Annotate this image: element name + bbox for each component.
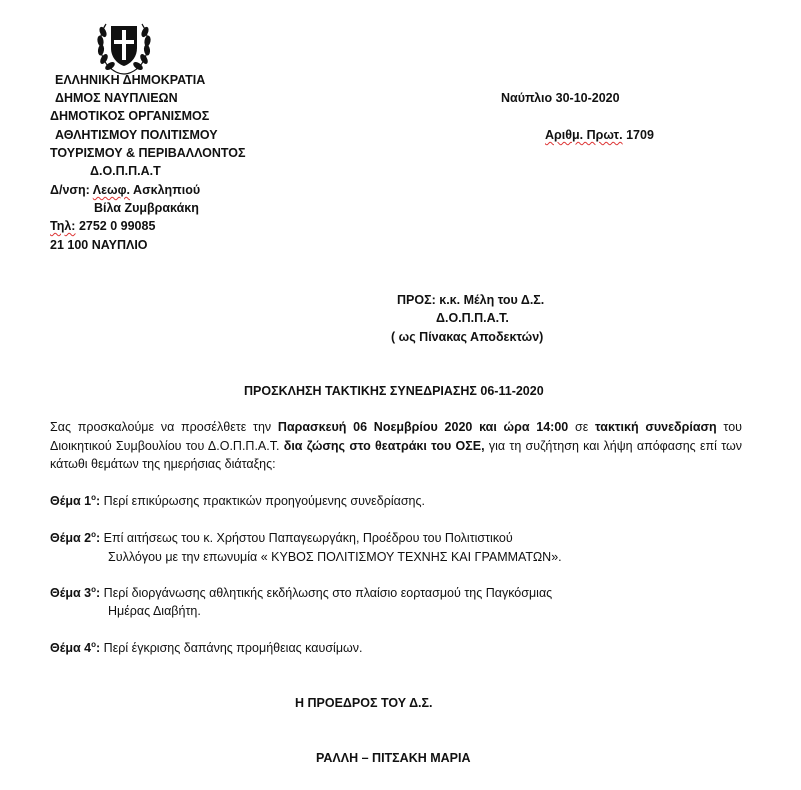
topic-label: Θέμα 4 [50, 641, 92, 655]
recipients-organization: Δ.Ο.Π.Π.Α.Τ. [436, 311, 509, 325]
topic-colon: : [96, 586, 101, 600]
protocol-number-line [545, 126, 654, 144]
topic-label: Θέμα 2 [50, 531, 92, 545]
address-villa: Βίλα Ζυμβρακάκη [94, 201, 199, 215]
topic-colon: : [96, 494, 101, 508]
recipients-list-note: ( ως Πίνακας Αποδεκτών) [391, 330, 544, 344]
topic-ordinal: ο [91, 639, 97, 649]
topic-colon: : [96, 531, 101, 545]
phone-line [50, 217, 155, 235]
invitation-paragraph [50, 418, 742, 474]
protocol-number: 1709 [622, 128, 654, 142]
intro-text-3: του Διοικητικού Συμβουλίου του Δ.Ο.Π.Π.Α.Τ. [50, 420, 742, 453]
address-street-abbr: Λεωφ. [92, 183, 131, 197]
topic-label: Θέμα 1 [50, 494, 92, 508]
topic-ordinal: ο [91, 584, 97, 594]
meeting-type: τακτική συνεδρίαση [595, 420, 717, 434]
agenda-topic-1 [50, 492, 425, 510]
meeting-location: δια ζώσης στο θεατράκι του ΟΣΕ, [283, 438, 485, 453]
topic-text: Περί διοργάνωσης αθλητικής εκδήλωσης στο πλαίσιο εορτασμού της Παγκόσμιας [100, 586, 553, 600]
recipients-line: ΠΡΟΣ: κ.κ. Μέλη του Δ.Σ. [397, 293, 545, 307]
topic-text: Περί έγκρισης δαπάνης προμήθειας καυσίμων. [100, 641, 363, 655]
topic-ordinal: ο [91, 529, 97, 539]
org-line-municipality: ΔΗΜΟΣ ΝΑΥΠΛΙΕΩΝ [55, 91, 178, 105]
agenda-topic-4 [50, 639, 363, 657]
org-acronym: Δ.Ο.Π.Π.Α.Τ [90, 164, 161, 178]
agenda-topic-3-continuation: Ημέρας Διαβήτη. [108, 604, 201, 618]
agenda-topic-3 [50, 584, 552, 602]
topic-label: Θέμα 3 [50, 586, 92, 600]
phone-number: 2752 0 99085 [75, 219, 156, 233]
greek-coat-of-arms-emblem [94, 14, 154, 76]
topic-colon: : [96, 641, 101, 655]
topic-ordinal: ο [91, 492, 97, 502]
topic-text: Περί επικύρωσης πρακτικών προηγούμενης συνεδρίασης. [100, 494, 425, 508]
document-date: Ναύπλιο 30-10-2020 [501, 91, 620, 105]
protocol-label: Αριθμ. Πρωτ. [545, 128, 623, 142]
signatory-name: ΡΑΛΛΗ – ΠΙΤΣΑΚΗ ΜΑΡΙΑ [316, 751, 471, 765]
org-line-sports-culture: ΑΘΛΗΤΙΣΜΟΥ ΠΟΛΙΤΙΣΜΟΥ [55, 128, 218, 142]
intro-text-1: Σας προσκαλούμε να προσέλθετε την [50, 420, 278, 434]
postal-code-city: 21 100 ΝΑΥΠΛΙΟ [50, 238, 148, 252]
address-street: Ασκληπιού [130, 183, 201, 197]
org-line-tourism-environment: ΤΟΥΡΙΣΜΟΥ & ΠΕΡΙΒΑΛΛΟΝΤΟΣ [50, 146, 246, 160]
address-label: Δ/νση: [50, 183, 90, 197]
topic-text: Επί αιτήσεως του κ. Χρήστου Παπαγεωργάκη, Προέδρου του Πολιτιστικού [100, 531, 513, 545]
org-line-organization: ΔΗΜΟΤΙΚΟΣ ΟΡΓΑΝΙΣΜΟΣ [50, 109, 210, 123]
intro-text-2: σε [568, 420, 596, 434]
agenda-topic-2-continuation: Συλλόγου με την επωνυμία « ΚΥΒΟΣ ΠΟΛΙΤΙΣΜΟΥ ΤΕΧΝΗΣ ΚΑΙ ΓΡΑΜΜΑΤΩΝ». [108, 550, 562, 564]
invitation-title: ΠΡΟΣΚΛΗΣΗ ΤΑΚΤΙΚΗΣ ΣΥΝΕΔΡΙΑΣΗΣ 06-11-2020 [244, 384, 544, 398]
agenda-topic-2 [50, 529, 513, 547]
phone-label: Τηλ: [50, 219, 76, 233]
meeting-date-time: Παρασκευή 06 Νοεμβρίου 2020 και ώρα 14:00 [277, 420, 569, 434]
intro-text-4: για τη συζήτηση και λήψη απόφασης επί των κάτωθι θεμάτων της ημερήσιας διάταξης: [50, 438, 743, 471]
org-line-republic: ΕΛΛΗΝΙΚΗ ΔΗΜΟΚΡΑΤΙΑ [55, 73, 206, 87]
signatory-role: Η ΠΡΟΕΔΡΟΣ ΤΟΥ Δ.Σ. [295, 696, 433, 710]
address-line [50, 181, 200, 199]
